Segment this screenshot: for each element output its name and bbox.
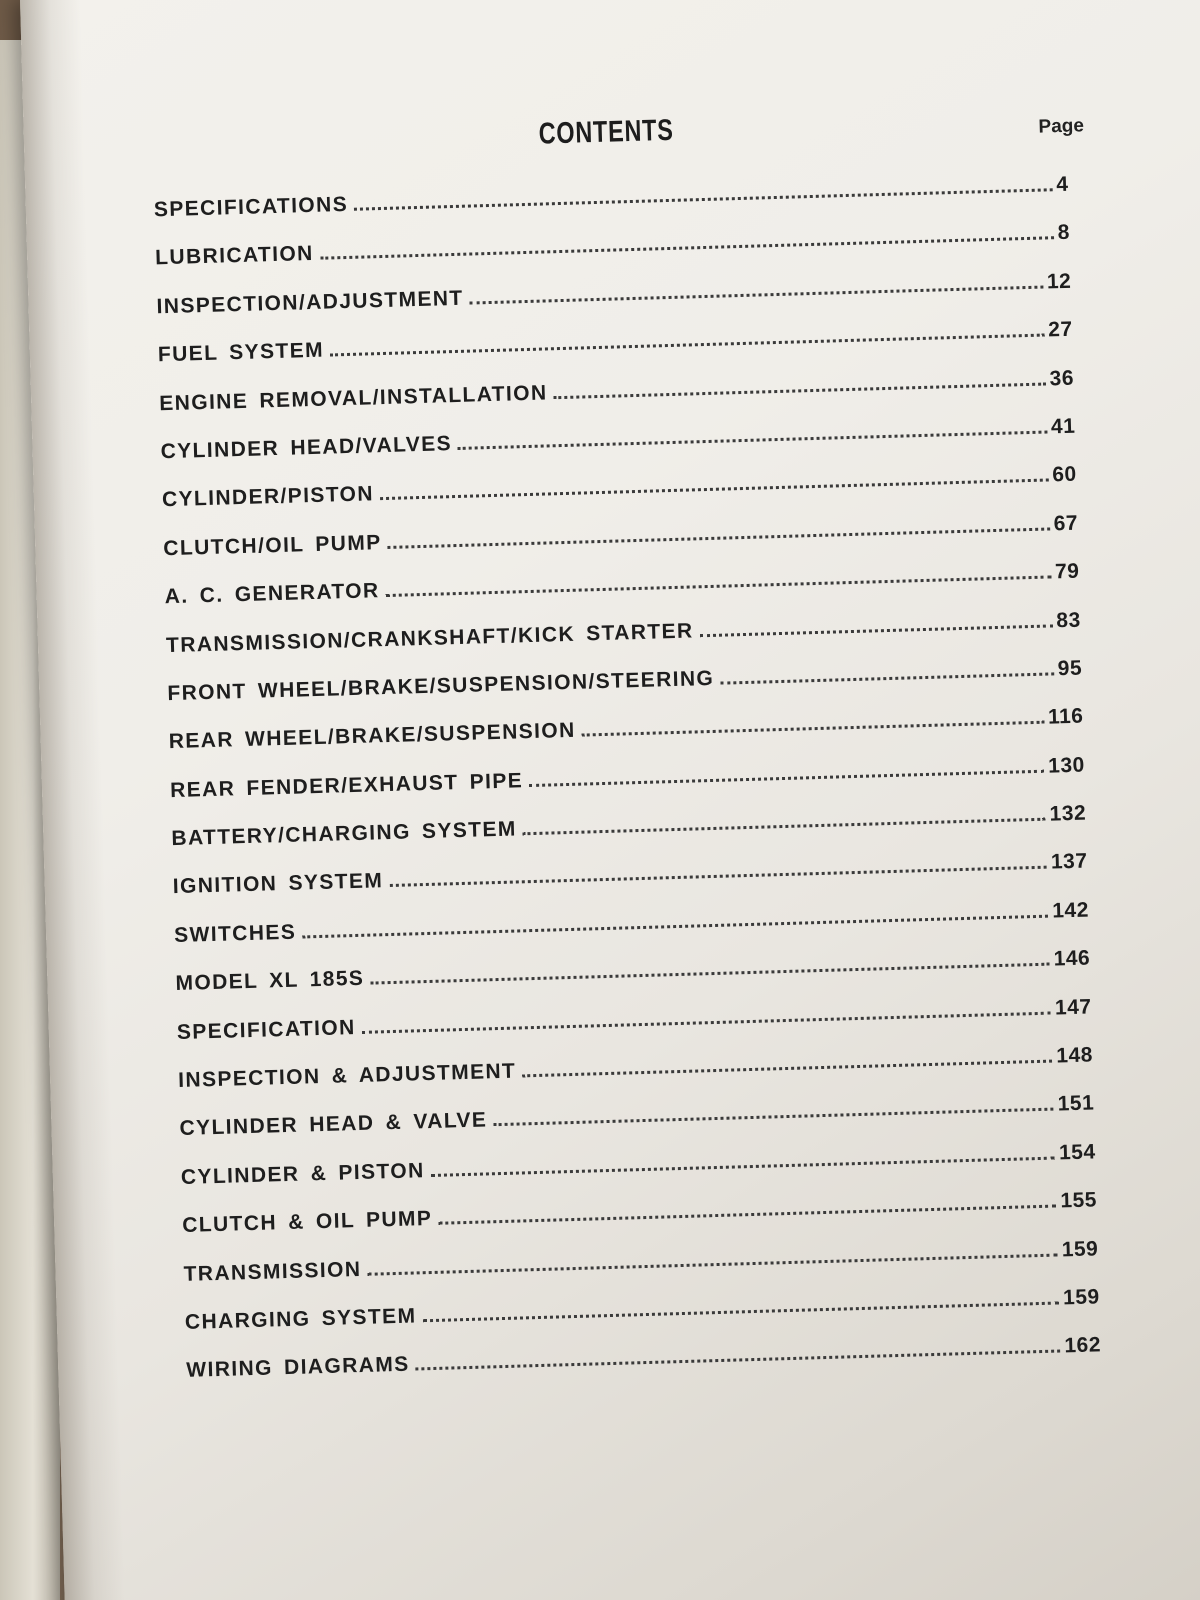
dot-leader [386, 576, 1052, 598]
toc-entry-title: SPECIFICATIONS [153, 192, 349, 222]
toc-entry-page: 147 [1054, 995, 1092, 1020]
toc-entry-page: 4 [1056, 172, 1069, 197]
toc-entry-page: 155 [1060, 1188, 1098, 1213]
toc-entry-page: 154 [1058, 1140, 1096, 1165]
toc-entry-title: CYLINDER & PISTON [180, 1158, 425, 1189]
toc-entry-title: A. C. GENERATOR [164, 579, 380, 609]
dot-leader [330, 334, 1044, 357]
dot-leader [523, 818, 1046, 836]
dot-leader [493, 1108, 1054, 1127]
dot-leader [320, 237, 1054, 261]
dot-leader [431, 1156, 1056, 1176]
toc-entry-title: LUBRICATION [154, 242, 315, 270]
toc-entry-page: 79 [1054, 559, 1080, 584]
dot-leader [529, 769, 1044, 786]
toc-entry-page: 159 [1062, 1285, 1100, 1310]
toc-entry-title: SPECIFICATION [176, 1015, 356, 1044]
contents-title: CONTENTS [538, 113, 675, 151]
dot-leader [389, 866, 1047, 887]
toc-entry-title: CLUTCH & OIL PUMP [181, 1207, 433, 1238]
toc-entry-page: 151 [1057, 1091, 1095, 1116]
toc-entry-page: 95 [1057, 656, 1083, 681]
toc-entry-page: 41 [1050, 414, 1076, 439]
toc-entry-page: 162 [1064, 1333, 1102, 1358]
toc-entry-title: CYLINDER HEAD & VALVE [179, 1108, 488, 1141]
toc-entry-title: INSPECTION & ADJUSTMENT [177, 1059, 517, 1093]
dot-leader [423, 1301, 1060, 1322]
toc-entry-title: INSPECTION/ADJUSTMENT [156, 286, 464, 319]
toc-entry-page: 148 [1056, 1043, 1094, 1068]
dot-leader [367, 1253, 1057, 1275]
toc-entry-page: 132 [1049, 801, 1087, 826]
toc-entry-page: 36 [1049, 366, 1075, 390]
table-of-contents [154, 173, 1102, 1408]
dot-leader [582, 721, 1044, 737]
dot-leader [458, 430, 1047, 449]
dot-leader [522, 1060, 1052, 1078]
toc-entry-title: IGNITION SYSTEM [172, 869, 384, 899]
dot-leader [416, 1350, 1061, 1371]
toc-entry-title: REAR FENDER/EXHAUST PIPE [169, 768, 524, 802]
toc-entry-page: 116 [1047, 704, 1084, 729]
toc-entry-title: TRANSMISSION [183, 1257, 362, 1286]
toc-entry-page: 83 [1056, 608, 1082, 632]
toc-entry-page: 12 [1046, 269, 1072, 294]
toc-entry-page: 130 [1047, 753, 1086, 778]
dot-leader [302, 915, 1048, 939]
toc-entry-title: WIRING DIAGRAMS [186, 1353, 410, 1383]
toc-entry-title: CYLINDER HEAD/VALVES [160, 432, 453, 464]
page-column-heading: Page [1038, 115, 1085, 138]
dot-leader [720, 672, 1054, 684]
dot-leader [438, 1205, 1056, 1225]
dot-leader [470, 285, 1043, 304]
toc-entry-title: BATTERY/CHARGING SYSTEM [171, 817, 518, 851]
dot-leader [388, 527, 1050, 548]
toc-entry-title: ENGINE REMOVAL/INSTALLATION [158, 380, 548, 415]
manual-page [20, 0, 1200, 1600]
toc-entry-title: FUEL SYSTEM [157, 338, 325, 367]
toc-entry-title: FRONT WHEEL/BRAKE/SUSPENSION/STEERING [167, 666, 715, 706]
toc-entry-page: 27 [1047, 317, 1073, 342]
toc-entry-title: CYLINDER/PISTON [161, 482, 375, 512]
dot-leader [700, 624, 1053, 637]
dot-leader [370, 963, 1049, 985]
dot-leader [354, 188, 1052, 211]
toc-entry-title: SWITCHES [173, 920, 297, 947]
toc-entry-page: 146 [1053, 946, 1091, 971]
toc-entry-page: 159 [1061, 1236, 1099, 1261]
toc-entry-title: REAR WHEEL/BRAKE/SUSPENSION [168, 719, 576, 754]
toc-entry-page: 8 [1057, 221, 1071, 245]
toc-entry-page: 67 [1053, 511, 1079, 536]
toc-entry-title: CLUTCH/OIL PUMP [163, 530, 382, 560]
dot-leader [554, 382, 1046, 399]
toc-entry-title: CHARGING SYSTEM [184, 1304, 417, 1334]
toc-entry-page: 60 [1051, 463, 1077, 487]
toc-entry-page: 137 [1050, 850, 1088, 875]
toc-entry-title: MODEL XL 185S [175, 967, 365, 996]
dot-leader [362, 1011, 1051, 1033]
dot-leader [380, 479, 1048, 501]
toc-entry-title: TRANSMISSION/CRANKSHAFT/KICK STARTER [165, 618, 694, 657]
toc-entry-page: 142 [1051, 898, 1090, 923]
